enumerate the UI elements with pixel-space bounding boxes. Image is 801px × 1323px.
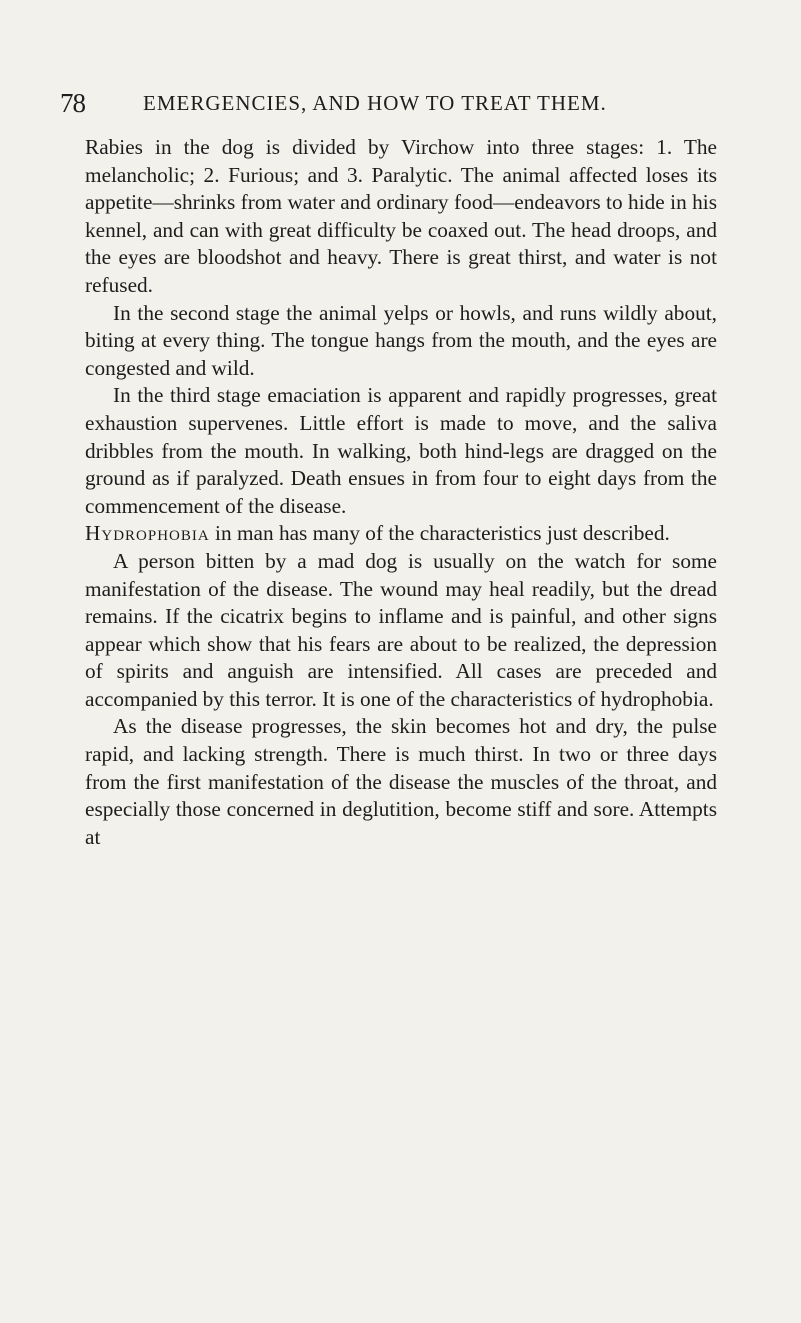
paragraph-disease-progress: As the disease progresses, the skin becomes hot and dry, the pulse rapid, and lacking strength. There is much thirst. In two or three days from the first manifestation of the disease the muscles of the throat, and especially those concerned in deglutition, become stiff and sore. Attempts at <box>85 714 717 849</box>
running-head <box>60 88 740 120</box>
paragraph-third-stage: In the third stage emaciation is apparent and rapidly progresses, great exhaustion supervenes. Little effort is made to move, and the saliva dribbles from the mouth. In walking, both hind-legs are dragged on the ground as if paralyzed. Death ensues in from four to eight days from the commencement of the disease. <box>85 383 717 518</box>
paragraph-rabies-stages: Rabies in the dog is divided by Virchow into three stages: 1. The melancholic; 2. Furious; and 3. Paralytic. The animal affected loses its appetite—shrinks from water and ordinary food—endeavors to hide in his kennel, and can with great difficulty be coaxed out. The head droops, and the eyes are bloodshot and heavy. There is great thirst, and water is not refused. <box>85 135 717 297</box>
page-number: 78 <box>60 88 85 118</box>
paragraph-second-stage: In the second stage the animal yelps or howls, and runs wildly about, biting at every thing. The tongue hangs from the mouth, and the eyes are congested and wild. <box>85 300 717 380</box>
running-head-title: EMERGENCIES, AND HOW TO TREAT THEM. <box>143 91 607 115</box>
paragraph-hydrophobia <box>85 520 717 548</box>
hydrophobia-text: in man has many of the characteristics just described. <box>209 521 670 546</box>
body-text <box>85 134 717 851</box>
paragraph-bitten-person: A person bitten by a mad dog is usually on the watch for some manifestation of the disease. The wound may heal readily, but the dread remains. If the cicatrix begins to inflame and is painful, and other signs appear which show that his fears are about to be realized, the depression of spirits and anguish are intensified. All cases are preceded and accompanied by this terror. It is one of the characteristics of hydrophobia. <box>85 548 717 711</box>
hydrophobia-term: Hydrophobia <box>85 521 210 546</box>
